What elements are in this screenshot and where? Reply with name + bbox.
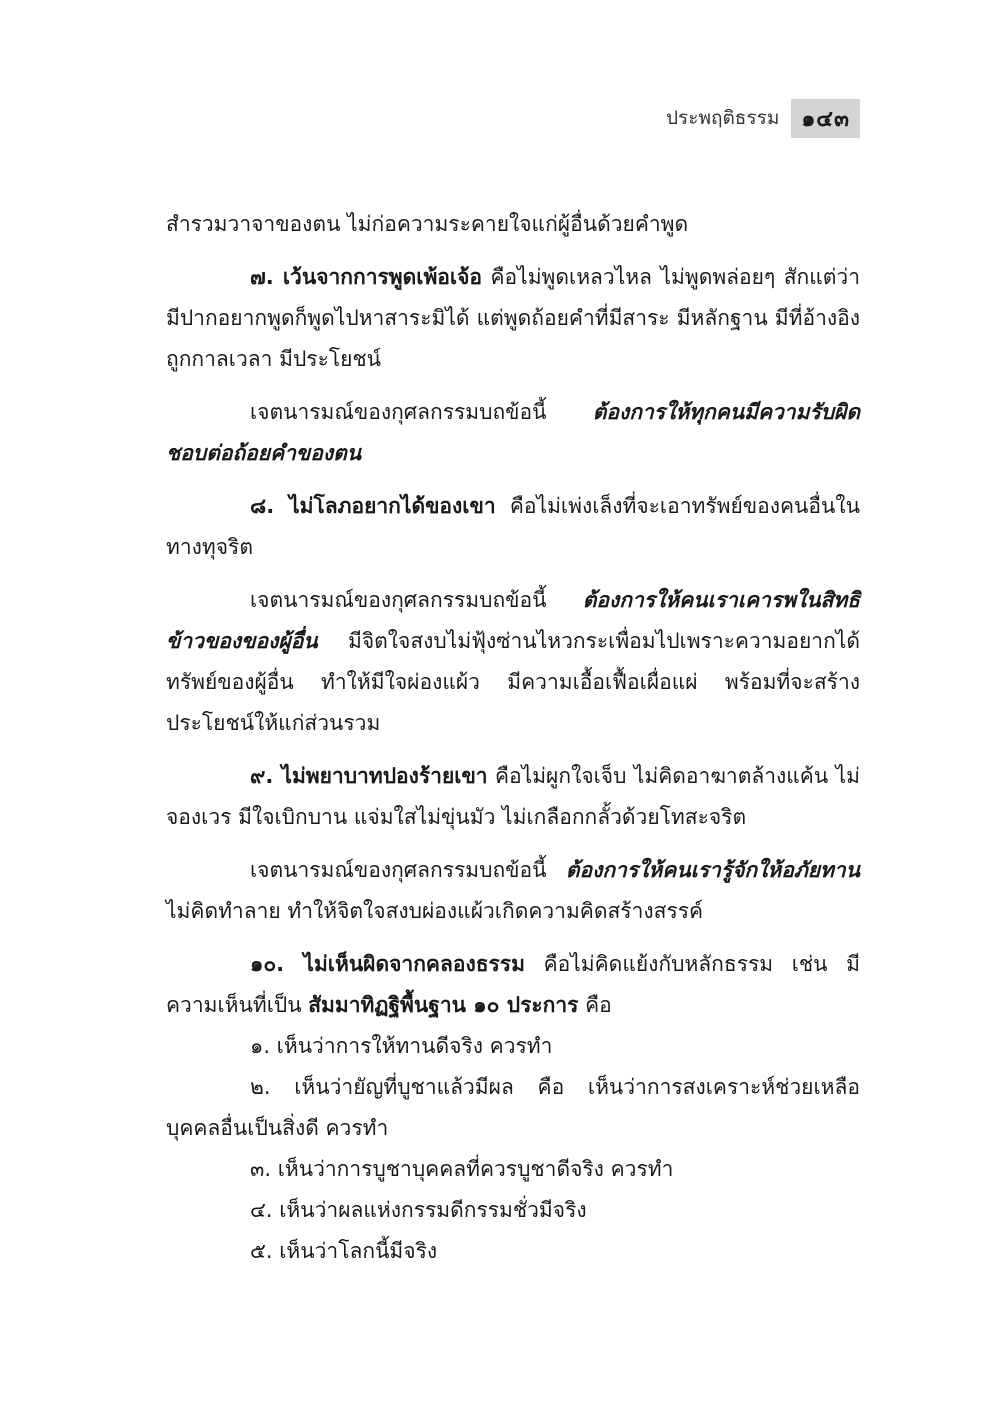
intent-7-emphasis: ต้องการให้ทุกคนมีความรับผิดชอบต่อถ้อยคำของตน — [166, 400, 860, 465]
intent-7-text: เจตนารมณ์ของกุศลกรรมบถข้อนี้ — [250, 400, 593, 424]
page-number: ๑๔๓ — [791, 99, 860, 138]
list-item: ๓. เห็นว่าการบูชาบุคคลที่ควรบูชาดีจริง ควรทำ — [250, 1157, 674, 1181]
paragraph-9 — [166, 756, 860, 838]
heading-9: ๙. ไม่พยาบาทปองร้ายเขา — [250, 764, 488, 788]
intent-8-text: เจตนารมณ์ของกุศลกรรมบถข้อนี้ — [250, 588, 583, 612]
list-item: ๒. เห็นว่ายัญที่บูชาแล้วมีผล คือ เห็นว่าการสงเคราะห์ช่วยเหลือบุคคลอื่นเป็นสิ่งดี ควรทำ — [166, 1075, 860, 1140]
intent-paragraph-8 — [166, 580, 860, 744]
paragraph-10-bold: สัมมาทิฏฐิพื้นฐาน ๑๐ ประการ — [308, 993, 579, 1017]
paragraph-9-text: คือไม่ผูกใจเจ็บ ไม่คิดอาฆาตล้างแค้น ไม่จองเวร มีใจเบิกบาน แจ่มใสไม่ขุ่นมัว ไม่เกลือกกลั้วด้วยโทสะจริต — [166, 764, 860, 829]
paragraph-10-text: คือไม่คิดแย้งกับหลักธรรม เช่น มีความเห็นที่เป็น — [166, 952, 860, 1017]
paragraph-10 — [166, 944, 860, 1026]
intent-8-rest: มีจิตใจสงบไม่ฟุ้งซ่านไหวกระเพื่อมไปเพราะความอยากได้ทรัพย์ของผู้อื่น ทำให้มีใจผ่องแผ้ว มีความเอื้อเฟื้อเผื่อแผ่ พร้อมที่จะสร้างประโยชน์ให้แก่ส่วนรวม — [166, 629, 860, 735]
paragraph-7 — [166, 257, 860, 380]
paragraph-7-text: คือไม่พูดเหลวไหล ไม่พูดพล่อยๆ สักแต่ว่ามีปากอยากพูดก็พูดไปหาสาระมิได้ แต่พูดถ้อยคำที่มีสาระ มีหลักฐาน มีที่อ้างอิง ถูกกาลเวลา มีประโยชน์ — [166, 265, 861, 371]
paragraph-8 — [166, 486, 860, 568]
heading-7: ๗. เว้นจากการพูดเพ้อเจ้อ — [250, 265, 483, 289]
paragraph-10-end: คือ — [578, 993, 612, 1017]
running-title: ประพฤติธรรม — [665, 107, 780, 129]
body-text — [166, 204, 860, 1272]
heading-10: ๑๐. ไม่เห็นผิดจากคลองธรรม — [250, 952, 525, 976]
intent-9-emphasis: ต้องการให้คนเรารู้จักให้อภัยทาน — [565, 858, 860, 882]
paragraph-1-text: สำรวมวาจาของตน ไม่ก่อความระคายใจแก่ผู้อื่นด้วยคำพูด — [166, 212, 689, 236]
intent-9-text: เจตนารมณ์ของกุศลกรรมบถข้อนี้ — [250, 858, 566, 882]
intent-9-rest: ไม่คิดทำลาย ทำให้จิตใจสงบผ่องแผ้วเกิดความคิดสร้างสรรค์ — [166, 899, 704, 923]
heading-8: ๘. ไม่โลภอยากได้ของเขา — [250, 494, 496, 518]
page-header — [666, 98, 860, 138]
list-item: ๔. เห็นว่าผลแห่งกรรมดีกรรมชั่วมีจริง — [250, 1198, 587, 1222]
intent-paragraph-7 — [166, 392, 860, 474]
paragraph-1 — [166, 204, 860, 245]
intent-paragraph-9 — [166, 850, 860, 932]
paragraph-8-text: คือไม่เพ่งเล็งที่จะเอาทรัพย์ของคนอื่นในทางทุจริต — [166, 494, 860, 559]
intent-8-emphasis: ต้องการให้คนเราเคารพในสิทธิข้าวของของผู้อื่น — [166, 588, 860, 653]
list-item: ๕. เห็นว่าโลกนี้มีจริง — [250, 1239, 438, 1263]
list-item: ๑. เห็นว่าการให้ทานดีจริง ควรทำ — [250, 1034, 553, 1058]
